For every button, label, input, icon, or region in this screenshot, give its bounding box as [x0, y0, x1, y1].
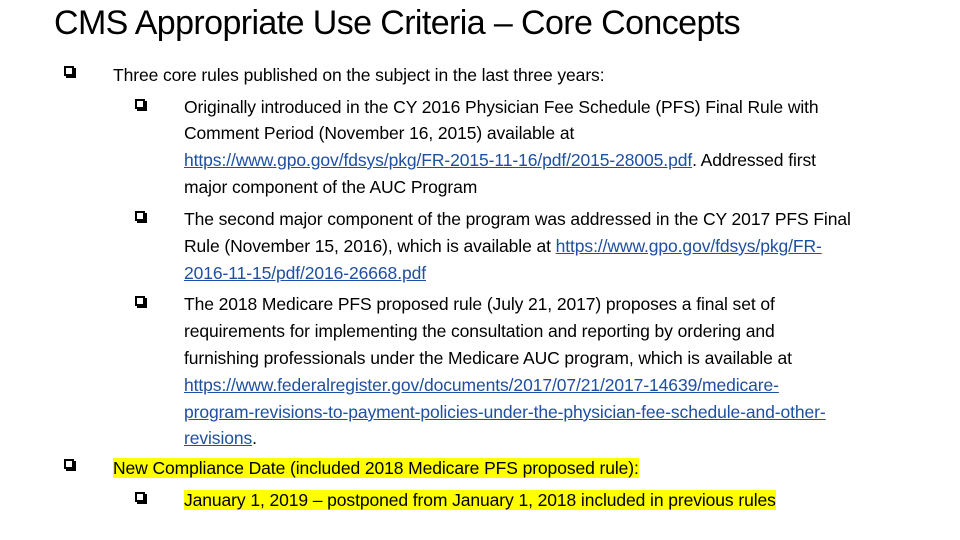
bullet-2-sub-1-highlight: January 1, 2019 – postponed from January 1, 2018 included in previous rules: [184, 490, 776, 510]
bullet-1-text: Three core rules published on the subject in the last three years:: [113, 65, 605, 85]
sub-1-line-3-after: . Addressed first: [692, 150, 816, 170]
sub-3-line-end: .: [252, 428, 257, 448]
sub-2-link-part-1[interactable]: https://www.gpo.gov/fdsys/pkg/FR-: [555, 236, 822, 256]
sub-1-line-4: major component of the AUC Program: [184, 177, 478, 197]
checkbox-bullet-icon: [64, 66, 74, 76]
checkbox-bullet-icon: [64, 459, 74, 469]
sub-3-link-part-3[interactable]: revisions: [184, 428, 253, 448]
bullet-2-sub-1: [184, 487, 776, 514]
sub-3-line-4: [184, 372, 779, 399]
sub-3-line-6: [184, 425, 257, 452]
sub-1-link[interactable]: https://www.gpo.gov/fdsys/pkg/FR-2015-11-16/pdf/2015-28005.pdf: [184, 150, 693, 170]
sub-1-line-1: Originally introduced in the CY 2016 Physician Fee Schedule (PFS) Final Rule with: [184, 97, 819, 117]
checkbox-bullet-icon: [135, 211, 145, 221]
sub-2-link-part-2[interactable]: 2016-11-15/pdf/2016-26668.pdf: [184, 263, 426, 283]
sub-1-line-2: Comment Period (November 16, 2015) available at: [184, 123, 575, 143]
slide-title: CMS Appropriate Use Criteria – Core Concepts: [54, 4, 741, 42]
sub-3-line-3: furnishing professionals under the Medicare AUC program, which is available at: [184, 348, 792, 368]
sub-3-link-part-1[interactable]: https://www.federalregister.gov/documents/2017/07/21/2017-14639/medicare-: [184, 375, 779, 395]
checkbox-bullet-icon: [135, 296, 145, 306]
bullet-2-highlight: New Compliance Date (included 2018 Medicare PFS proposed rule):: [113, 458, 639, 478]
bullet-2-text: [113, 455, 639, 482]
sub-1-line-3: [184, 147, 816, 174]
sub-3-line-2: requirements for implementing the consultation and reporting by ordering and: [184, 321, 775, 341]
sub-3-line-1: The 2018 Medicare PFS proposed rule (July 21, 2017) proposes a final set of: [184, 294, 775, 314]
sub-2-line-1: The second major component of the program was addressed in the CY 2017 PFS Final: [184, 209, 851, 229]
checkbox-bullet-icon: [135, 492, 145, 502]
sub-2-line-3: [184, 260, 426, 287]
sub-2-line-2-before: Rule (November 15, 2016), which is available at: [184, 236, 556, 256]
sub-3-line-5: [184, 399, 826, 426]
checkbox-bullet-icon: [135, 99, 145, 109]
sub-3-link-part-2[interactable]: program-revisions-to-payment-policies-under-the-physician-fee-schedule-and-other-: [184, 402, 826, 422]
sub-2-line-2: [184, 233, 822, 260]
